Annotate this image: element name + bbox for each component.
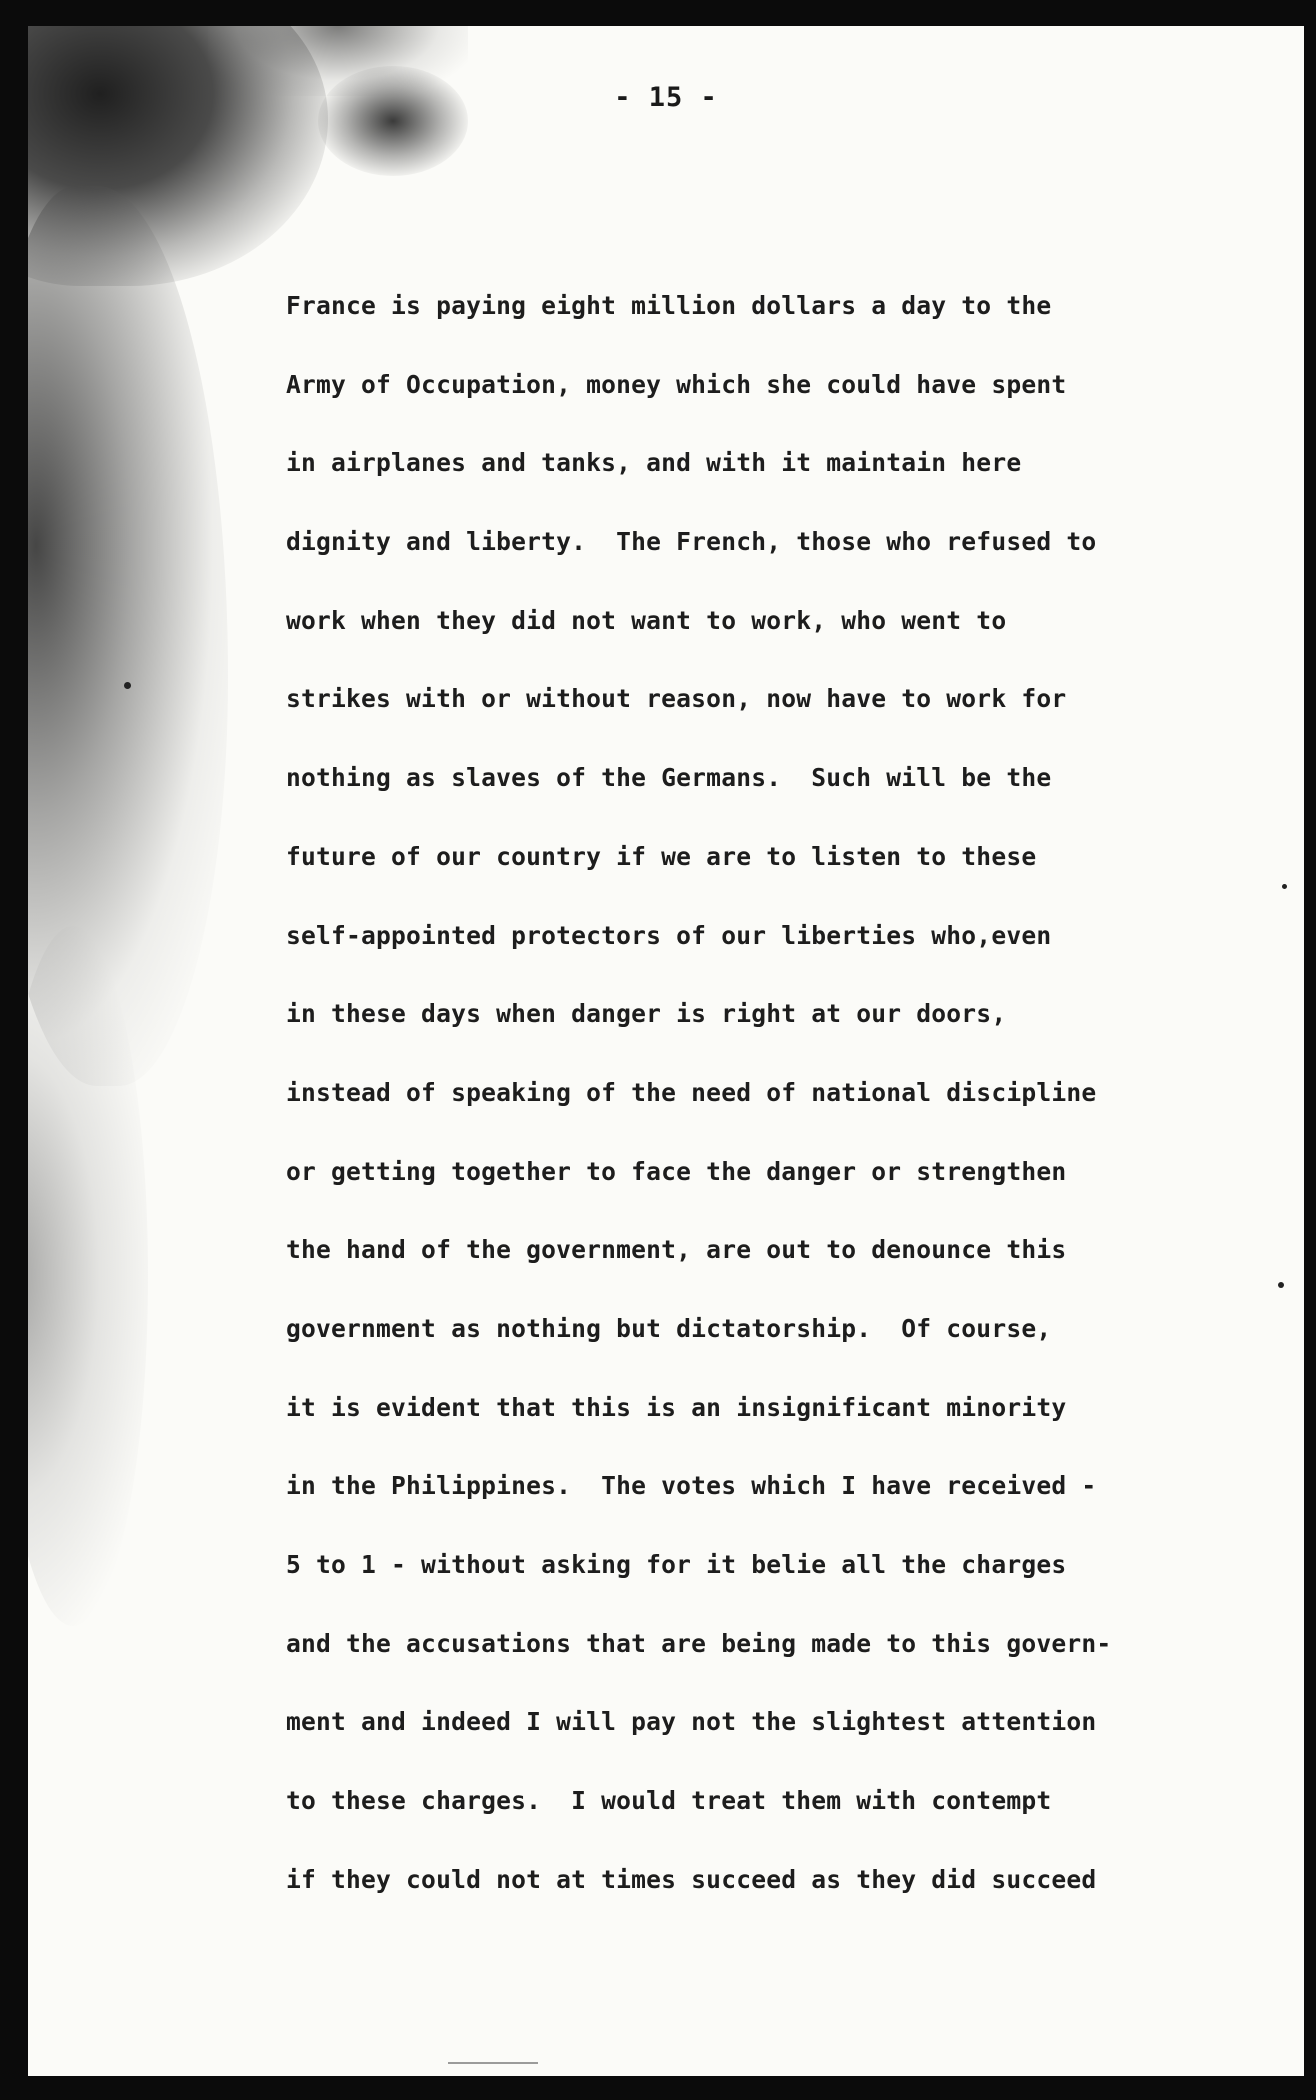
- text-line: instead of speaking of the need of national discipline: [286, 1077, 1097, 1107]
- page-number: - 15 -: [614, 82, 718, 113]
- text-line: work when they did not want to work, who went to: [286, 605, 1007, 635]
- water-stain: [28, 926, 148, 1626]
- text-line: nothing as slaves of the Germans. Such will be the: [286, 763, 1052, 793]
- text-line: strikes with or without reason, now have to work for: [286, 684, 1067, 714]
- text-line: future of our country if we are to listen to these: [286, 841, 1037, 871]
- text-line: France is paying eight million dollars a day to the: [286, 291, 1052, 320]
- text-line: in airplanes and tanks, and with it maintain here: [286, 448, 1022, 478]
- text-line: the hand of the government, are out to denounce this: [286, 1235, 1067, 1265]
- text-line: it is evident that this is an insignificant minority: [286, 1392, 1067, 1422]
- ink-speck: [124, 682, 131, 689]
- text-line: in these days when danger is right at our doors,: [286, 999, 1007, 1029]
- paper-sheet: [28, 26, 1304, 2076]
- body-text: [286, 288, 1286, 1940]
- text-line: in the Philippines. The votes which I have received -: [286, 1471, 1097, 1501]
- text-line: ment and indeed I will pay not the slightest attention: [286, 1707, 1097, 1737]
- water-stain: [28, 26, 328, 286]
- text-line: dignity and liberty. The French, those who refused to: [286, 527, 1097, 557]
- text-line: to these charges. I would treat them with contempt: [286, 1786, 1052, 1816]
- text-line: self-appointed protectors of our liberties who,even: [286, 920, 1052, 950]
- text-line: if they could not at times succeed as they did succeed: [286, 1864, 1097, 1894]
- text-line: government as nothing but dictatorship. Of course,: [286, 1313, 1052, 1343]
- text-line: or getting together to face the danger or strengthen: [286, 1156, 1067, 1186]
- text-line: and the accusations that are being made to this govern-: [286, 1628, 1112, 1658]
- water-stain: [28, 186, 228, 1086]
- text-line: Army of Occupation, money which she could have spent: [286, 369, 1067, 399]
- scan-artifact: [448, 2062, 538, 2064]
- text-line: 5 to 1 - without asking for it belie all the charges: [286, 1550, 1067, 1579]
